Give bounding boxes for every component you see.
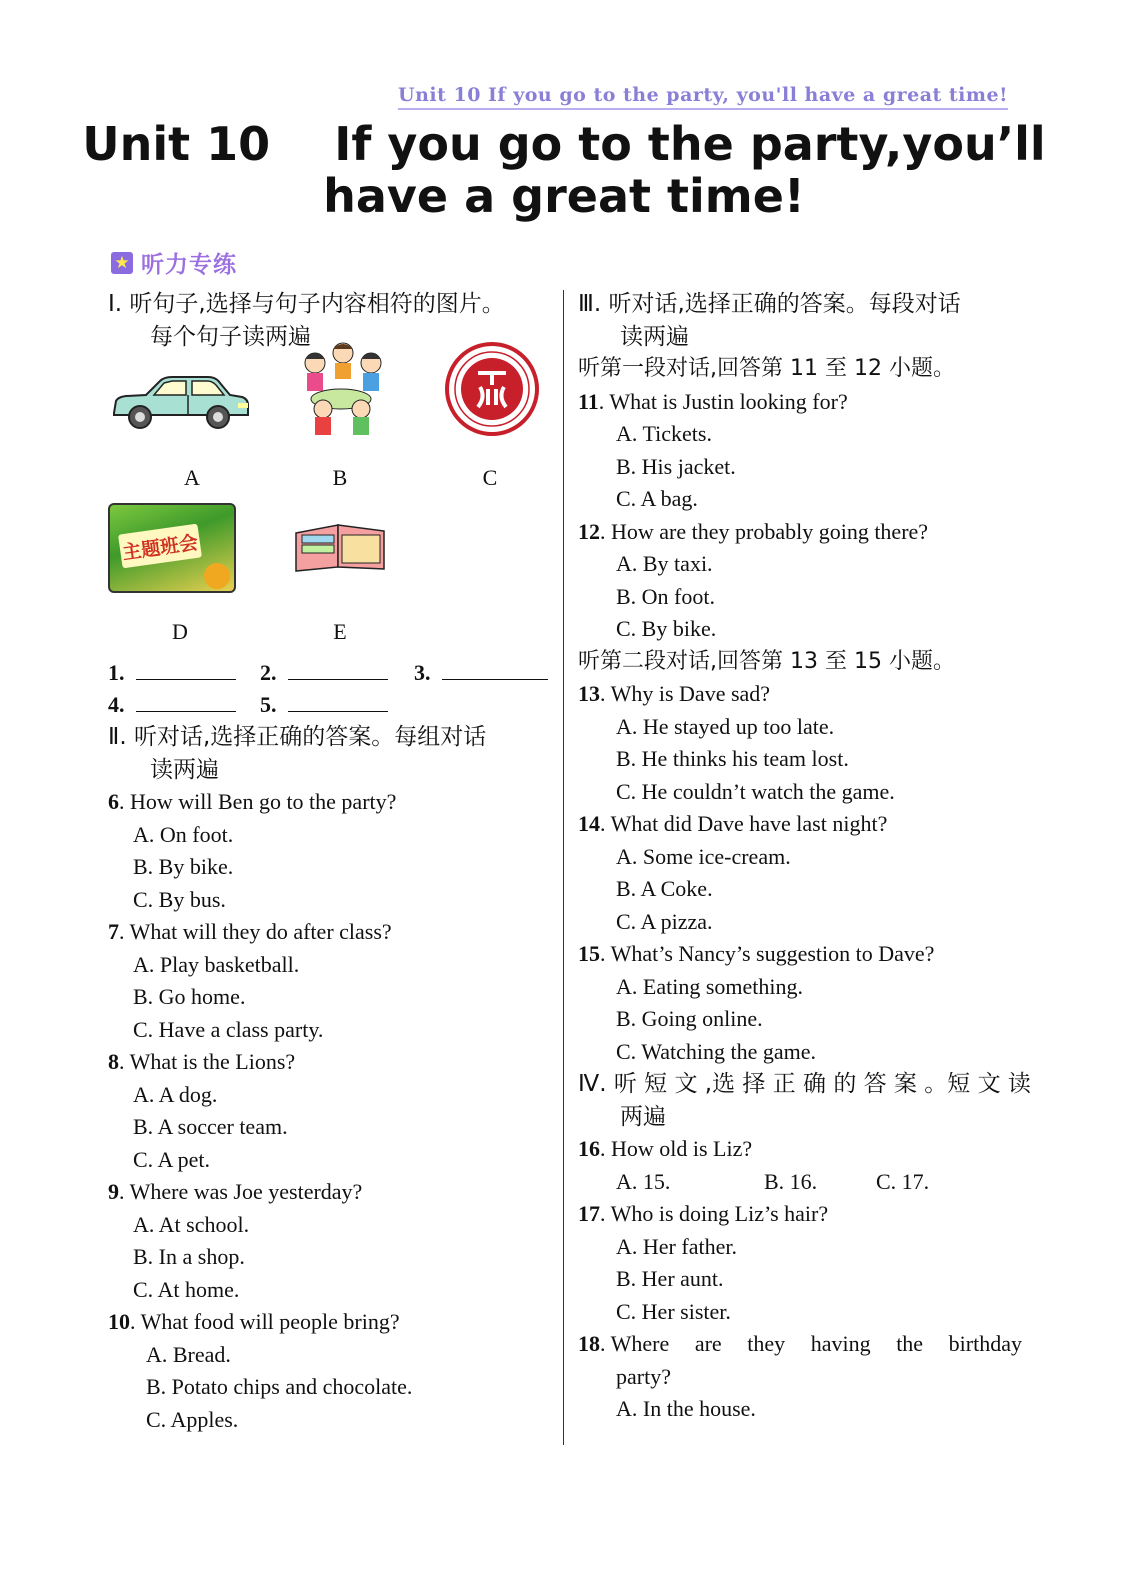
picture-label-c: C — [482, 465, 498, 490]
question-text: . What did Dave have last night? — [600, 811, 888, 836]
option-c[interactable]: C. A bag. — [616, 486, 698, 511]
option-a[interactable]: A. Eating something. — [616, 973, 803, 999]
blank-number-2: 2. — [260, 660, 277, 685]
title-line-2: have a great time! — [323, 169, 805, 223]
option-b[interactable]: B. A soccer team. — [133, 1114, 288, 1139]
question-6 — [108, 786, 552, 916]
pictures-row-2 — [108, 521, 552, 625]
question-word: birthday — [948, 1331, 1022, 1356]
question-17 — [578, 1198, 1022, 1328]
question-number: 17 — [578, 1201, 600, 1226]
question-text: . What’s Nancy’s suggestion to Dave? — [600, 941, 935, 966]
dialogue-intro-1: 听第一段对话,回答第 11 至 12 小题。 — [578, 356, 955, 381]
question-word: are — [694, 1331, 722, 1356]
answer-blank-1[interactable] — [136, 659, 236, 680]
blank-number-5: 5. — [260, 692, 277, 717]
option-c[interactable]: C. By bus. — [133, 886, 226, 912]
option-c[interactable]: C. Have a class party. — [133, 1016, 324, 1042]
question-word: . Where — [600, 1331, 670, 1356]
part1-heading: Ⅰ. 听句子,选择与句子内容相符的图片。 — [108, 291, 505, 317]
blank-number-4: 4. — [108, 692, 125, 717]
option-b[interactable]: B. Potato chips and chocolate. — [146, 1374, 413, 1399]
page-title — [0, 118, 1128, 222]
option-b[interactable]: B. Go home. — [133, 984, 246, 1009]
blank-number-3: 3. — [414, 660, 431, 685]
option-b[interactable]: B. Her aunt. — [616, 1266, 724, 1291]
answer-blank-3[interactable] — [442, 659, 548, 680]
labels-row-2 — [108, 619, 552, 657]
question-18 — [578, 1328, 1022, 1426]
option-a[interactable]: A. 15. — [616, 1168, 671, 1194]
children-party-picture — [293, 341, 388, 441]
section-badge — [111, 246, 237, 279]
picture-label-b: B — [332, 465, 348, 490]
option-a[interactable]: A. He stayed up too late. — [616, 713, 835, 739]
option-a[interactable]: A. Her father. — [616, 1233, 737, 1259]
answer-blank-4[interactable] — [136, 691, 236, 712]
question-text: . What is Justin looking for? — [598, 388, 848, 414]
question-number: 16 — [578, 1136, 600, 1161]
class-meeting-sign-picture — [108, 503, 236, 593]
question-number: 13 — [578, 681, 600, 706]
question-number: 8 — [108, 1049, 119, 1074]
part4-heading: Ⅳ. 听 短 文 ,选 择 正 确 的 答 案 。短 文 读 — [578, 1071, 1031, 1097]
question-8 — [108, 1046, 552, 1176]
inline-options — [578, 1166, 1022, 1199]
option-a[interactable]: A. At school. — [133, 1211, 250, 1237]
star-icon: ★ — [111, 252, 133, 274]
option-c[interactable]: C. Watching the game. — [616, 1038, 817, 1064]
title-line-1: Unit 10 If you go to the party,you’ll — [82, 117, 1046, 171]
question-text-cont: party? — [616, 1363, 671, 1389]
right-column — [578, 288, 1031, 1426]
wallet-picture — [294, 519, 386, 573]
question-15 — [578, 938, 1022, 1068]
question-7 — [108, 916, 552, 1046]
part2-heading: Ⅱ. 听对话,选择正确的答案。每组对话 — [108, 724, 487, 750]
sign-text: 主题班会 — [121, 531, 200, 565]
question-text: . How will Ben go to the party? — [119, 789, 397, 814]
option-c[interactable]: C. By bike. — [616, 616, 717, 641]
question-number: 11 — [578, 388, 599, 414]
answer-blanks-row-2 — [108, 689, 552, 721]
picture-label-d: D — [172, 619, 188, 644]
picture-label-e: E — [333, 619, 347, 644]
question-text: . What is the Lions? — [119, 1049, 296, 1074]
option-b[interactable]: B. A Coke. — [616, 876, 713, 901]
question-number: 7 — [108, 919, 119, 944]
option-a[interactable]: A. Play basketball. — [133, 951, 300, 977]
option-c[interactable]: C. He couldn’t watch the game. — [616, 778, 895, 804]
option-c[interactable]: C. At home. — [133, 1276, 240, 1302]
question-word: having — [810, 1331, 871, 1356]
question-14 — [578, 808, 1022, 938]
question-10 — [108, 1306, 552, 1436]
question-number: 15 — [578, 941, 600, 966]
question-text — [578, 1328, 1022, 1361]
option-a[interactable]: A. In the house. — [616, 1396, 756, 1421]
question-text: . Why is Dave sad? — [600, 681, 771, 706]
left-column — [108, 288, 552, 1436]
answer-blank-5[interactable] — [288, 691, 388, 712]
option-b[interactable]: B. Going online. — [616, 1006, 763, 1031]
question-word: they — [747, 1331, 786, 1356]
question-text: . How are they probably going there? — [600, 518, 929, 544]
university-seal-picture — [444, 341, 540, 437]
question-number: 10 — [108, 1309, 130, 1334]
dialogue-intro-2: 听第二段对话,回答第 13 至 15 小题。 — [578, 648, 955, 674]
question-text: . What food will people bring? — [130, 1309, 400, 1334]
question-number: 12 — [578, 518, 600, 544]
picture-label-a: A — [184, 465, 200, 490]
section-badge-label: 听力专练 — [141, 252, 237, 278]
question-text: . Who is doing Liz’s hair? — [600, 1201, 829, 1226]
blank-number-1: 1. — [108, 660, 125, 685]
question-text: . What will they do after class? — [119, 919, 392, 944]
part4-heading-cont: 两遍 — [620, 1103, 666, 1130]
option-c[interactable]: C. A pet. — [133, 1146, 211, 1172]
question-9 — [108, 1176, 552, 1306]
question-word: the — [896, 1331, 924, 1356]
option-a[interactable]: A. Some ice-cream. — [616, 843, 791, 869]
car-picture — [108, 373, 250, 433]
question-text: . Where was Joe yesterday? — [119, 1179, 363, 1204]
question-number: 9 — [108, 1179, 119, 1204]
part2-heading-cont: 读两遍 — [150, 756, 219, 783]
pictures-row-1 — [108, 353, 552, 465]
question-12 — [578, 516, 1022, 646]
running-header: Unit 10 If you go to the party, you'll have a great time! — [398, 84, 1008, 110]
part3-heading-cont: 读两遍 — [620, 323, 689, 350]
option-b[interactable]: B. By bike. — [133, 854, 234, 879]
question-13 — [578, 678, 1022, 808]
option-b[interactable]: B. He thinks his team lost. — [616, 746, 849, 771]
option-c[interactable]: C. Apples. — [146, 1406, 239, 1432]
answer-blanks-row-1 — [108, 657, 552, 689]
question-number: 18 — [578, 1331, 600, 1356]
option-a[interactable]: A. On foot. — [133, 821, 234, 847]
column-divider — [563, 290, 564, 1445]
option-b[interactable]: B. On foot. — [616, 583, 715, 609]
question-text: . How old is Liz? — [600, 1136, 753, 1161]
option-b[interactable]: B. 16. — [764, 1168, 818, 1194]
option-c[interactable]: C. Her sister. — [616, 1298, 731, 1324]
option-a[interactable]: A. A dog. — [133, 1081, 218, 1107]
answer-blank-2[interactable] — [288, 659, 388, 680]
option-a[interactable]: A. Bread. — [146, 1341, 231, 1367]
option-a[interactable]: A. Tickets. — [616, 421, 712, 446]
option-c[interactable]: C. A pizza. — [616, 908, 713, 934]
option-c[interactable]: C. 17. — [876, 1168, 930, 1194]
question-11 — [578, 386, 1022, 516]
option-b[interactable]: B. In a shop. — [133, 1244, 245, 1269]
option-a[interactable]: A. By taxi. — [616, 551, 713, 576]
option-b[interactable]: B. His jacket. — [616, 453, 736, 479]
question-16 — [578, 1133, 1022, 1198]
part3-heading: Ⅲ. 听对话,选择正确的答案。每段对话 — [578, 291, 961, 317]
question-number: 14 — [578, 811, 600, 836]
question-number: 6 — [108, 789, 119, 814]
part1-heading-cont: 每个句子读两遍 — [150, 323, 311, 350]
